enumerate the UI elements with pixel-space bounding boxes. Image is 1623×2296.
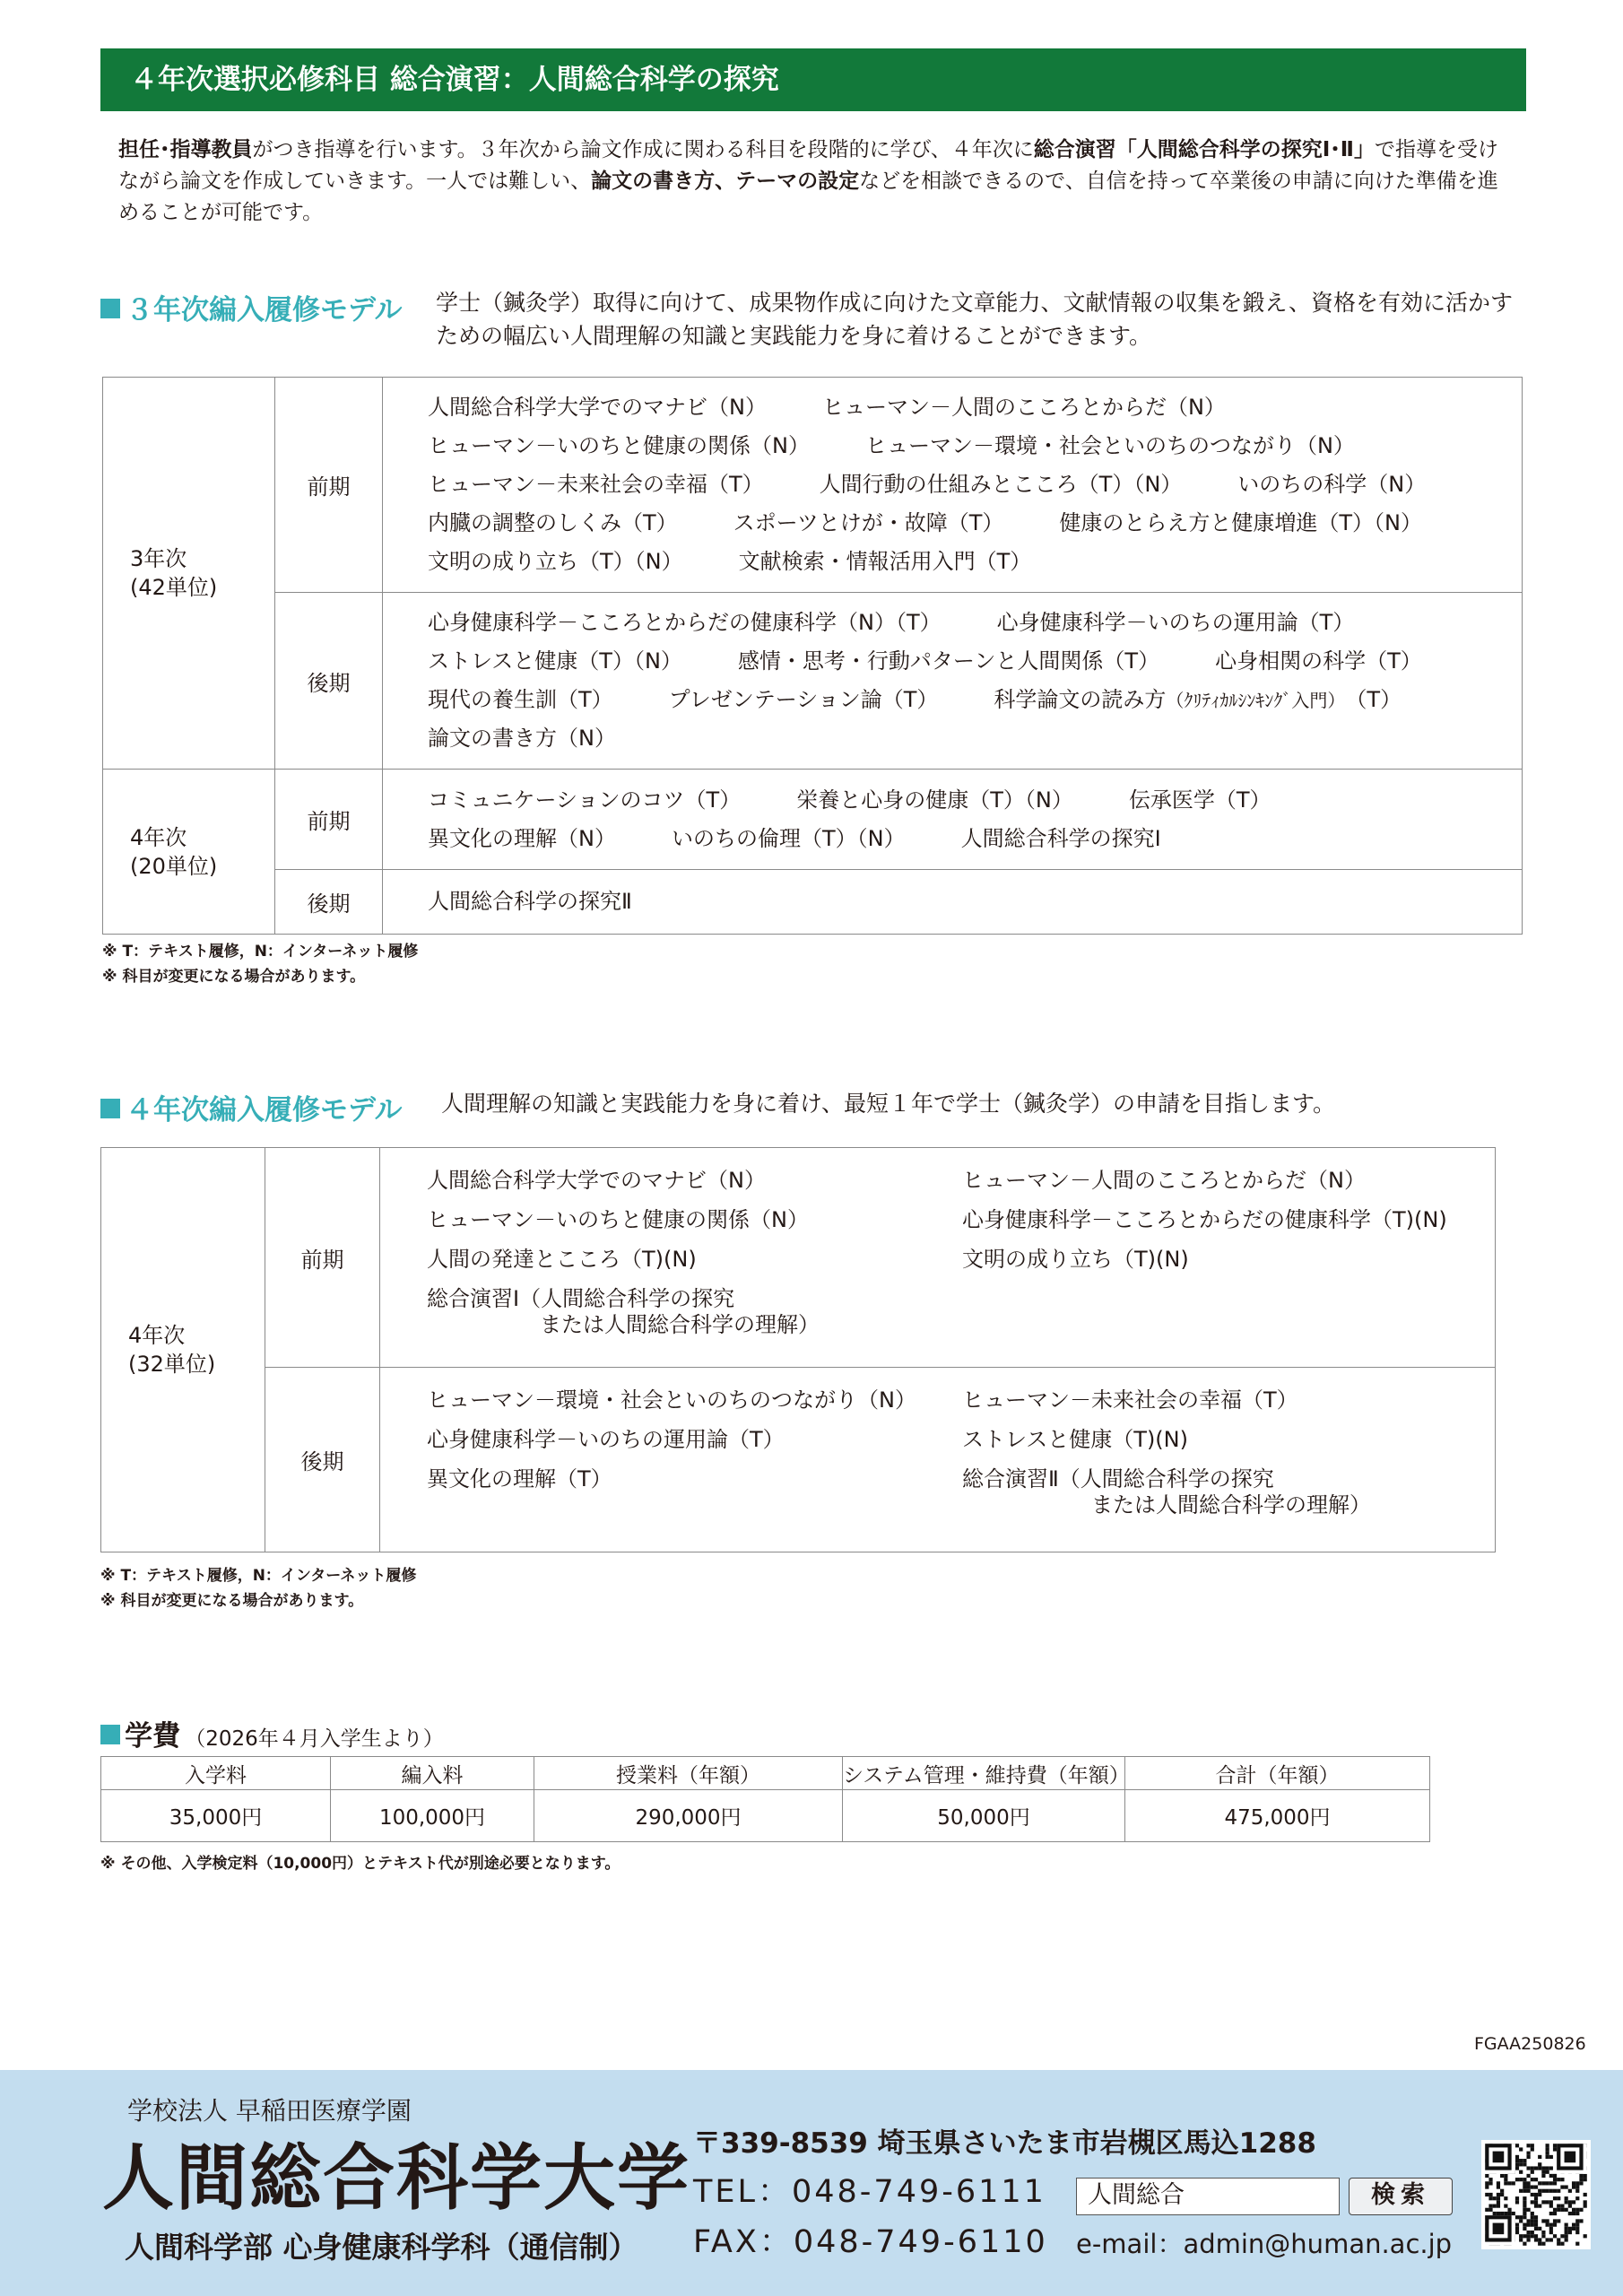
square-bullet-icon [100,1725,120,1744]
course-line [428,820,1522,858]
course: ヒューマン－いのちと健康の関係（N） [428,433,810,458]
fee-value: 100,000円 [331,1790,534,1842]
course: ヒューマン－環境・社会といのちのつながり（N） [864,433,1355,458]
organization-name: 学校法人 早稲田医療学園 [127,2096,412,2126]
course: 文明の成り立ち（T)(N) [962,1247,1189,1272]
course: 心身健康科学－いのちの運用論（T） [996,610,1355,635]
course: 心身健康科学－いのちの運用論（T） [427,1427,785,1452]
department-name: 人間科学部 心身健康科学科（通信制） [125,2230,638,2265]
course: 論文の書き方（N） [428,726,616,751]
model3-table [102,377,1523,935]
fee-header: システム管理・維持費（年額） [843,1757,1125,1790]
course: 心身相関の科学（T） [1215,648,1422,674]
course: 人間総合科学大学でのマナビ（N） [428,395,767,420]
course [994,681,1402,720]
course-line [428,604,1522,642]
course-line [428,681,1522,719]
year-label: 3年次 [130,546,187,571]
model4-first-courses [380,1148,1496,1368]
fee-value: 50,000円 [843,1790,1125,1842]
seminar-line: 総合演習Ⅰ（人間総合科学の探究 [427,1286,735,1311]
email-address: e-mail：admin@human.ac.jp [1076,2229,1453,2259]
course: 栄養と心身の健康（T）（N） [796,787,1073,813]
intro-text-2: で指導を受けながら論文を作成していきます。一人では難しい、 [118,138,1498,193]
fees-heading [100,1713,444,1753]
course-line [428,883,1522,921]
course: いのちの倫理（T）（N） [671,825,906,851]
fees-table [100,1756,1430,1842]
course: 健康のとらえ方と健康増進（T）（N） [1059,510,1422,535]
course: いのちの科学（N） [1237,472,1427,497]
course: 人間総合科学大学でのマナビ（N） [427,1168,766,1193]
course-part: （ｸﾘﾃｨｶﾙｼﾝｷﾝｸﾞ入門） [1166,690,1346,711]
model4-second-right [962,1387,1495,1532]
fee-header: 入学料 [101,1757,331,1790]
course: ストレスと健康（T）（N） [428,648,682,674]
fee-value: 35,000円 [101,1790,331,1842]
course: コミュニケーションのコツ（T） [428,787,742,813]
square-bullet-icon [100,1099,120,1118]
qr-code-icon[interactable] [1481,2140,1591,2249]
model4-table [100,1147,1496,1552]
page-banner: ４年次選択必修科目 総合演習：人間総合科学の探究 [100,48,1526,111]
model4-heading [100,1087,402,1127]
course: 人間行動の仕組みとこころ（T）（N） [819,472,1183,497]
fees-value-row [101,1790,1430,1842]
model3-notes [102,939,418,989]
model4-first-grid [427,1168,1495,1352]
model4-description: 人間理解の知識と実践能力を身に着け、最短１年で学士（鍼灸学）の申請を目指します。 [441,1091,1336,1117]
intro-text-1: がつき指導を行います。３年次から論文作成に関わる科目を段階的に学び、４年次に [252,138,1034,161]
model3-y4-second-courses [383,870,1523,935]
course: 感情・思考・行動パターンと人間関係（T） [737,648,1160,674]
course: 心身健康科学－こころとからだの健康科学（N）（T） [428,610,942,635]
intro-text-bold-2: 総合演習「人間総合科学の探究Ⅰ･Ⅱ」 [1033,138,1375,161]
intro-text-3: などを相談できるので、自信を持って卒業後の申請に向けた準備を進めることが可能です。 [118,170,1498,224]
seminar-course [427,1286,962,1338]
course: ヒューマン－人間のこころとからだ（N） [962,1168,1366,1193]
fee-value: 290,000円 [534,1790,843,1842]
course-line [428,504,1522,543]
term-first: 前期 [275,770,383,870]
fee-header: 編入料 [331,1757,534,1790]
course-part: （T） [1345,687,1402,712]
course: 異文化の理解（T） [427,1466,612,1492]
model3-heading [100,287,402,327]
document-code: FGAA250826 [1474,2034,1586,2054]
model4-second-courses [380,1368,1496,1552]
term-second: 後期 [265,1368,380,1552]
fees-note: ※ その他、入学検定料（10,000円）とテキスト代が別途必要となります。 [100,1855,621,1873]
course-line [428,427,1522,465]
seminar-line: 総合演習Ⅱ（人間総合科学の探究 [962,1466,1274,1492]
course-line [428,719,1522,758]
search-button[interactable]: 検索 [1349,2178,1453,2215]
course-line [428,388,1522,427]
model4-heading-text: ４年次編入履修モデル [126,1094,403,1126]
model4-notes [100,1563,416,1613]
term-first: 前期 [265,1148,380,1368]
course: ストレスと健康（T)(N) [962,1427,1188,1452]
model3-y3-second-courses [383,593,1523,770]
fee-header: 合計（年額） [1125,1757,1430,1790]
course: 異文化の理解（N） [428,825,616,851]
term-second: 後期 [275,870,383,935]
course-line [428,642,1522,681]
course-line [428,781,1522,820]
course: 人間総合科学の探究Ⅱ [428,889,632,914]
model3-y3-first-courses [383,378,1523,593]
footer [0,2070,1623,2296]
model3-year4-cell [103,770,275,935]
fees-heading-text: 学費 [125,1720,181,1752]
fees-header-row [101,1757,1430,1790]
year-units: (42単位) [130,575,218,600]
intro-text-bold-3: 論文の書き方、テーマの設定 [591,170,860,193]
university-logo-text: 人間総合科学大学 [102,2136,690,2220]
seminar-line: または人間総合科学の理解） [1091,1492,1371,1518]
course-line [428,543,1522,581]
course: ヒューマン－環境・社会といのちのつながり（N） [427,1387,916,1413]
note-line: ※ T：テキスト履修，N：インターネット履修 [100,1567,417,1585]
note-line: ※ 科目が変更になる場合があります。 [102,968,366,986]
model4-first-right [962,1168,1495,1352]
fee-header: 授業料（年額） [534,1757,843,1790]
course: ヒューマン－いのちと健康の関係（N） [427,1207,809,1232]
model4-second-grid [427,1387,1495,1532]
course: ヒューマン－未来社会の幸福（T） [428,472,764,497]
address: 〒339-8539 埼玉県さいたま市岩槻区馬込1288 [693,2127,1316,2160]
model3-description: 学士（鍼灸学）取得に向けて、成果物作成に向けた文章能力、文献情報の収集を鍛え、資格を有効に活かすための幅広い人間理解の知識と実践能力を身に着けることができます。 [436,290,1514,349]
year-units: (32単位) [128,1352,216,1377]
seminar-course [962,1466,1495,1518]
course: スポーツとけが・故障（T） [733,510,1004,535]
course: 現代の養生訓（T） [428,687,613,712]
year-label: 4年次 [130,824,187,850]
course: プレゼンテーション論（T） [668,687,939,712]
course: ヒューマン－人間のこころとからだ（N） [821,395,1226,420]
course: 内臓の調整のしくみ（T） [428,510,678,535]
telephone: TEL：048-749-6111 [693,2174,1046,2210]
fax: FAX：048-749-6110 [693,2224,1048,2260]
course: 文献検索・情報活用入門（T） [738,549,1032,574]
course: 心身健康科学－こころとからだの健康科学（T)(N) [962,1207,1447,1232]
model4-second-left [427,1387,962,1532]
intro-text-bold-1: 担任･指導教員 [118,138,253,161]
model3-y4-first-courses [383,770,1523,870]
model4-year-cell [101,1148,265,1552]
intro-paragraph [118,135,1517,229]
course: 人間の発達とこころ（T)(N) [427,1247,697,1272]
course-line [428,465,1522,504]
course: 文明の成り立ち（T）（N） [428,549,683,574]
fees-subheading: （2026年４月入学生より） [185,1727,444,1751]
term-second: 後期 [275,593,383,770]
year-units: (20単位) [130,853,218,879]
course: ヒューマン－未来社会の幸福（T） [962,1387,1298,1413]
fee-value: 475,000円 [1125,1790,1430,1842]
note-line: ※ T：テキスト履修，N：インターネット履修 [102,943,419,961]
model3-heading-text: ３年次編入履修モデル [126,294,403,326]
seminar-line: または人間総合科学の理解） [540,1312,820,1337]
course: 人間総合科学の探究Ⅰ [960,825,1161,851]
course: 伝承医学（T） [1128,787,1271,813]
year-label: 4年次 [128,1323,186,1348]
model3-year3-cell [103,378,275,770]
term-first: 前期 [275,378,383,593]
note-line: ※ 科目が変更になる場合があります。 [100,1592,364,1610]
search-input[interactable]: 人間総合 [1076,2178,1340,2215]
model4-first-left [427,1168,962,1352]
square-bullet-icon [100,299,120,318]
course-part: 科学論文の読み方 [994,687,1167,712]
